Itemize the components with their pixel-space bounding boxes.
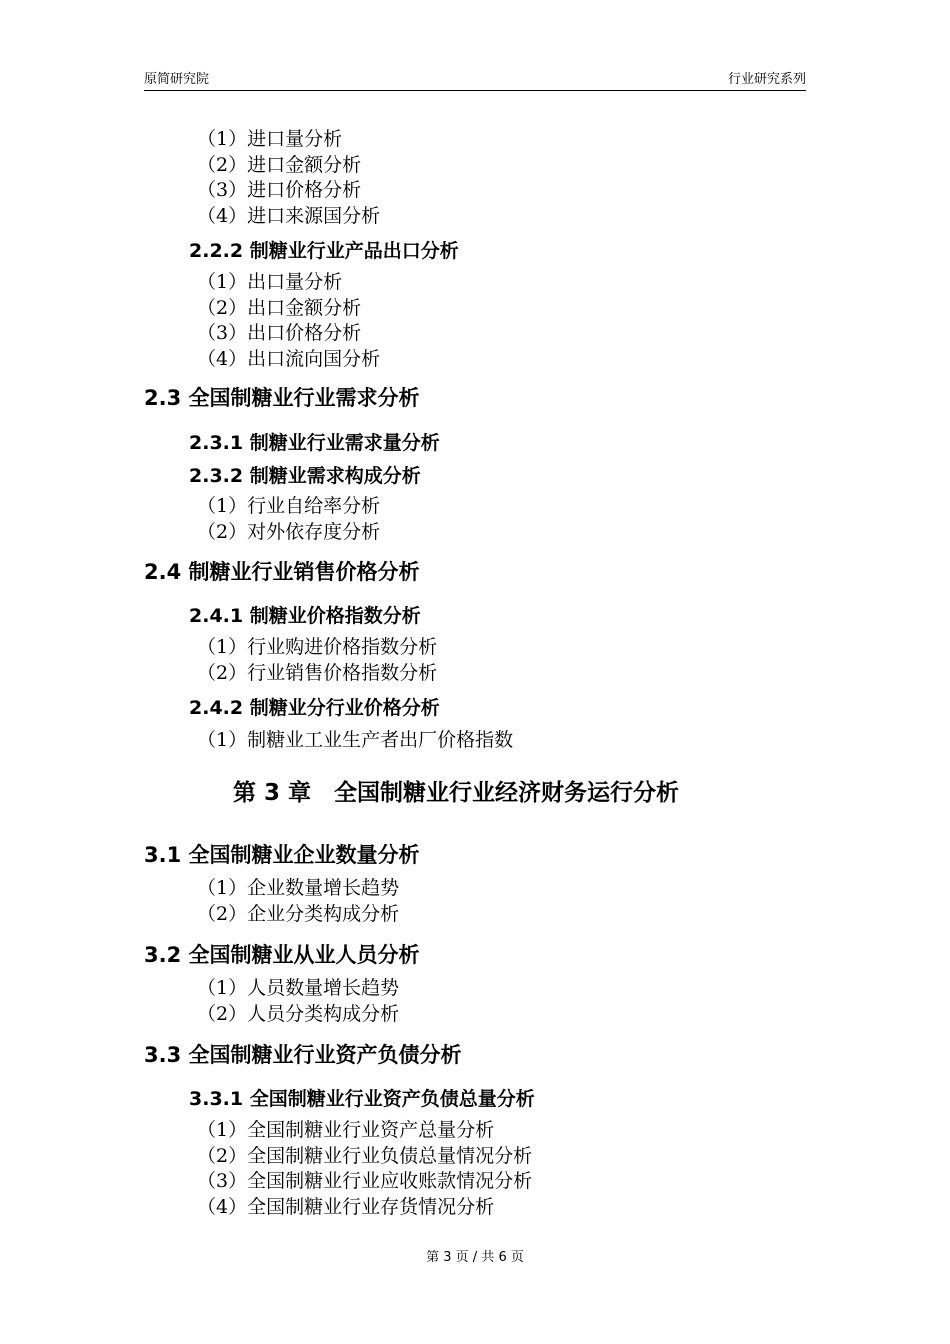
toc-section-heading: 3.2 全国制糖业从业人员分析 xyxy=(144,943,420,967)
toc-subitem: （1）进口量分析 xyxy=(197,128,343,150)
toc-subitem: （2）进口金额分析 xyxy=(197,154,362,176)
toc-subitem: （1）企业数量增长趋势 xyxy=(197,877,400,899)
toc-subitem: （1）行业自给率分析 xyxy=(197,495,381,517)
toc-section-heading: 3.3 全国制糖业行业资产负债分析 xyxy=(144,1043,462,1067)
toc-subitem: （3）全国制糖业行业应收账款情况分析 xyxy=(197,1170,533,1192)
header-org-name: 原简研究院 xyxy=(144,72,210,87)
toc-subsection-heading: 2.3.2 制糖业需求构成分析 xyxy=(189,465,421,487)
toc-subitem: （1）行业购进价格指数分析 xyxy=(197,636,438,658)
toc-subitem: （1）出口量分析 xyxy=(197,271,343,293)
toc-subsection-heading: 2.4.1 制糖业价格指数分析 xyxy=(189,605,421,627)
toc-section-heading: 2.3 全国制糖业行业需求分析 xyxy=(144,386,420,410)
toc-subitem: （2）行业销售价格指数分析 xyxy=(197,662,438,684)
toc-section-heading: 2.4 制糖业行业销售价格分析 xyxy=(144,560,420,584)
toc-subsection-heading: 2.4.2 制糖业分行业价格分析 xyxy=(189,697,440,719)
toc-chapter-heading: 第 3 章 全国制糖业行业经济财务运行分析 xyxy=(233,780,680,806)
toc-section-heading: 3.1 全国制糖业企业数量分析 xyxy=(144,843,420,867)
toc-subitem: （4）进口来源国分析 xyxy=(197,205,381,227)
toc-subitem: （2）企业分类构成分析 xyxy=(197,903,400,925)
header-series-name: 行业研究系列 xyxy=(727,72,806,87)
toc-subsection-heading: 2.3.1 制糖业行业需求量分析 xyxy=(189,432,440,454)
toc-subsection-heading: 2.2.2 制糖业行业产品出口分析 xyxy=(189,240,459,262)
toc-subitem: （2）出口金额分析 xyxy=(197,297,362,319)
toc-subitem: （2）人员分类构成分析 xyxy=(197,1003,400,1025)
toc-subitem: （1）人员数量增长趋势 xyxy=(197,977,400,999)
toc-subitem: （1）全国制糖业行业资产总量分析 xyxy=(197,1119,495,1141)
toc-subitem: （3）进口价格分析 xyxy=(197,179,362,201)
toc-subitem: （4）全国制糖业行业存货情况分析 xyxy=(197,1196,495,1218)
page-header xyxy=(144,68,806,91)
toc-subsection-heading: 3.3.1 全国制糖业行业资产负债总量分析 xyxy=(189,1088,535,1110)
toc-subitem: （2）对外依存度分析 xyxy=(197,521,381,543)
page-footer: 第 3 页 / 共 6 页 xyxy=(426,1250,524,1265)
toc-subitem: （2）全国制糖业行业负债总量情况分析 xyxy=(197,1145,533,1167)
toc-subitem: （3）出口价格分析 xyxy=(197,322,362,344)
toc-subitem: （1）制糖业工业生产者出厂价格指数 xyxy=(197,729,514,751)
toc-subitem: （4）出口流向国分析 xyxy=(197,348,381,370)
